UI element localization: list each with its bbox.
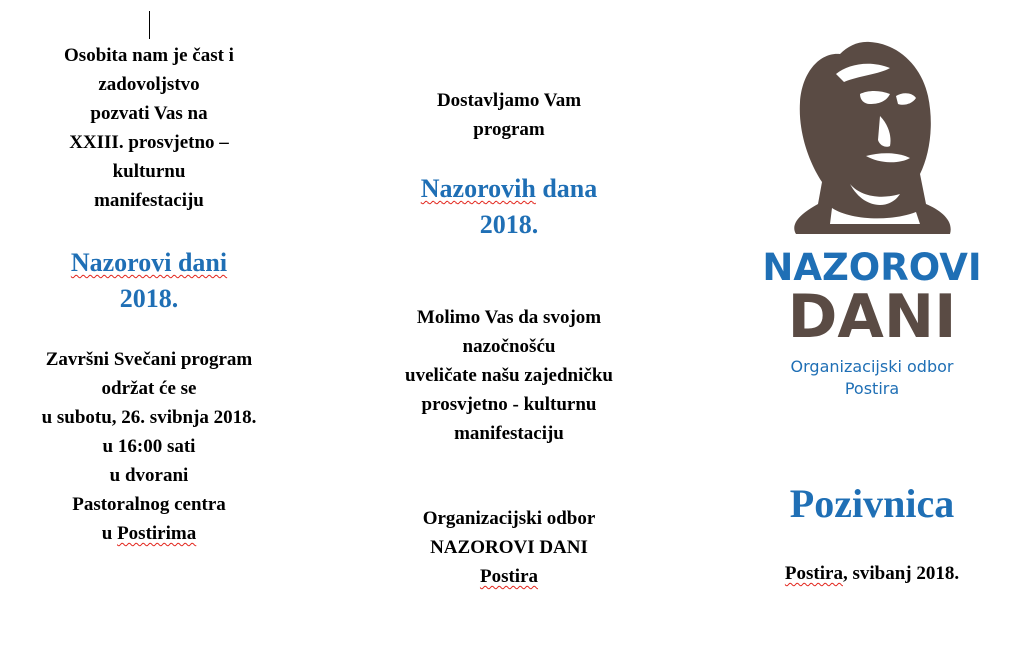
intro-line: Osobita nam je čast i — [64, 45, 234, 66]
event-title — [0, 245, 298, 281]
details-line: u dvorani — [109, 465, 189, 486]
intro-line: Dostavljamo Vam — [436, 90, 582, 111]
intro-line: kulturnu — [112, 161, 186, 182]
middle-panel — [360, 0, 658, 591]
invitation-heading: Pozivnica — [789, 481, 955, 526]
program-year: 2018. — [479, 210, 539, 239]
details-line: Pastoralnog centra — [72, 494, 226, 515]
place-name: Postira — [784, 563, 843, 584]
event-year: 2018. — [119, 284, 179, 313]
request-line: prosvjetno - kulturnu — [421, 394, 597, 415]
intro-line: manifestaciju — [94, 190, 204, 211]
intro-line: pozvati Vas na — [90, 103, 208, 124]
signature-line: Organizacijski odbor — [422, 508, 596, 529]
program-title: Nazorovih dana — [420, 174, 598, 203]
logo-name-line1: NAZOROVI — [762, 246, 982, 289]
details-line: održat će se — [101, 378, 197, 399]
logo-name-line2: DANI — [787, 282, 957, 352]
intro-line: zadovoljstvo — [98, 74, 200, 95]
place-date — [740, 560, 1004, 588]
details-line: Završni Svečani program — [45, 349, 253, 370]
intro-line: XXIII. prosvjetno – — [69, 132, 229, 153]
signature-line — [360, 562, 658, 591]
details-line: u 16:00 sati — [102, 436, 196, 457]
intro-line: program — [473, 119, 545, 140]
logo-org-line2: Postira — [844, 379, 900, 398]
request-line: uveličate našu zajedničku — [405, 365, 613, 386]
logo-org-line1: Organizacijski odbor — [790, 357, 954, 376]
request-line: manifestaciju — [454, 423, 564, 444]
details-line: u Postirima — [101, 523, 197, 544]
date-text: , svibanj 2018. — [842, 563, 960, 584]
left-panel — [0, 0, 298, 548]
request-line: Molimo Vas da svojom — [416, 307, 602, 328]
place-name: Postira — [479, 566, 539, 587]
event-title-word: Nazorovi dani — [70, 248, 228, 277]
portrait-icon — [740, 24, 1004, 244]
place-name: Postirima — [117, 523, 197, 544]
program-title-word: Nazorovih — [420, 174, 536, 203]
details-line: u subotu, 26. svibnja 2018. — [41, 407, 257, 428]
request-line: nazočnošću — [462, 336, 556, 357]
signature-line: NAZOROVI DANI — [430, 537, 588, 558]
